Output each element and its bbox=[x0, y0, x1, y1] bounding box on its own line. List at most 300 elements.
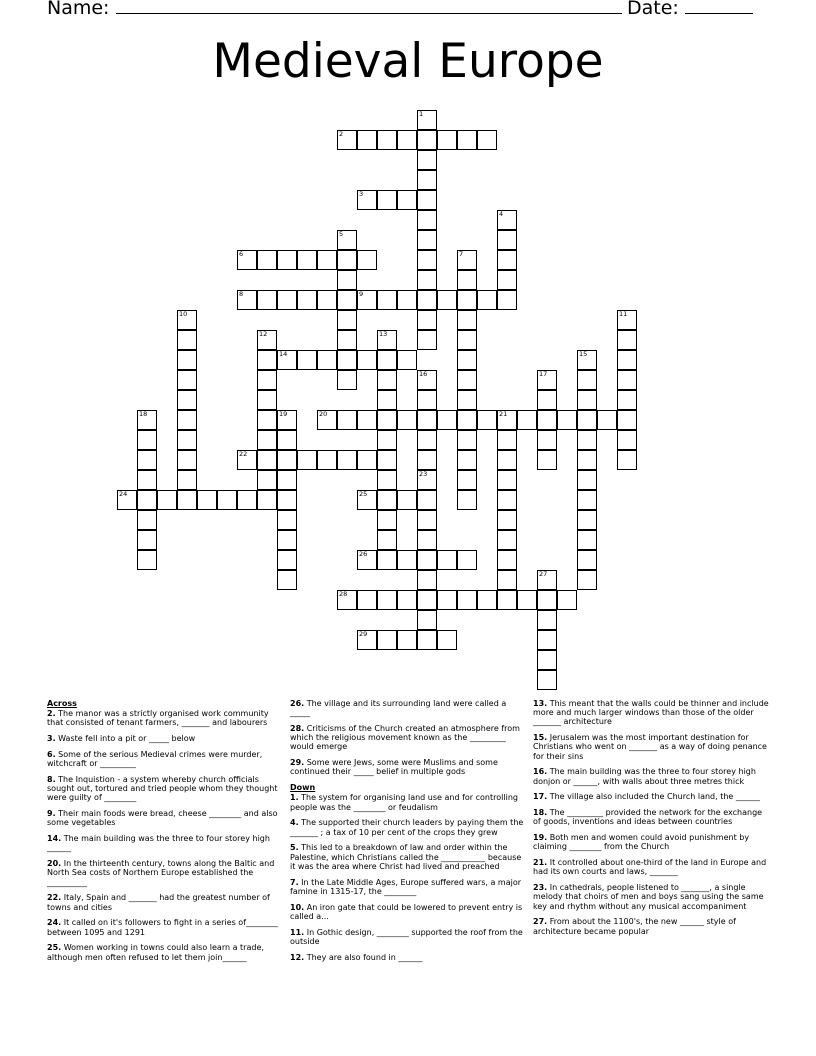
grid-cell[interactable] bbox=[117, 490, 137, 510]
grid-cell[interactable] bbox=[497, 430, 517, 450]
grid-cell[interactable] bbox=[137, 490, 157, 510]
grid-cell[interactable] bbox=[317, 290, 337, 310]
grid-cell[interactable] bbox=[417, 330, 437, 350]
grid-cell[interactable] bbox=[617, 390, 637, 410]
grid-cell[interactable] bbox=[457, 290, 477, 310]
grid-cell[interactable] bbox=[377, 530, 397, 550]
grid-cell[interactable] bbox=[297, 250, 317, 270]
grid-cell[interactable] bbox=[217, 490, 237, 510]
clue-item bbox=[290, 903, 526, 921]
grid-cell[interactable] bbox=[577, 450, 597, 470]
clue-text: Italy, Spain and _______ had the greatest number of towns and cities bbox=[47, 893, 270, 912]
grid-cell[interactable] bbox=[257, 390, 277, 410]
clue-item bbox=[47, 809, 283, 827]
grid-cell[interactable] bbox=[277, 570, 297, 590]
grid-cell[interactable] bbox=[177, 430, 197, 450]
grid-cell[interactable] bbox=[397, 410, 417, 430]
grid-cell[interactable] bbox=[397, 590, 417, 610]
grid-cell[interactable] bbox=[377, 550, 397, 570]
clue-number: 22 bbox=[239, 450, 248, 458]
grid-cell[interactable] bbox=[617, 430, 637, 450]
grid-cell[interactable] bbox=[497, 510, 517, 530]
grid-cell[interactable] bbox=[417, 290, 437, 310]
grid-cell[interactable] bbox=[457, 550, 477, 570]
grid-cell[interactable] bbox=[417, 210, 437, 230]
grid-cell[interactable] bbox=[497, 570, 517, 590]
grid-cell[interactable] bbox=[457, 250, 477, 270]
grid-cell[interactable] bbox=[497, 590, 517, 610]
clue-item bbox=[533, 699, 769, 727]
clue-item bbox=[47, 709, 283, 727]
grid-cell[interactable] bbox=[357, 550, 377, 570]
clue-number: 19 bbox=[279, 410, 288, 418]
clue-text: Some were Jews, some were Muslims and some continued their _____ belief in multiple gods bbox=[290, 758, 498, 777]
clue-number-label: 27. bbox=[533, 917, 548, 927]
grid-cell[interactable] bbox=[297, 450, 317, 470]
clue-number: 24 bbox=[119, 490, 128, 498]
clue-item bbox=[533, 858, 769, 876]
grid-cell[interactable] bbox=[277, 510, 297, 530]
grid-cell[interactable] bbox=[277, 290, 297, 310]
clue-item bbox=[533, 767, 769, 785]
grid-cell[interactable] bbox=[337, 370, 357, 390]
clue-number: 16 bbox=[419, 370, 428, 378]
clue-number: 17 bbox=[539, 370, 548, 378]
grid-cell[interactable] bbox=[417, 230, 437, 250]
grid-cell[interactable] bbox=[497, 490, 517, 510]
grid-cell[interactable] bbox=[337, 590, 357, 610]
grid-cell[interactable] bbox=[137, 530, 157, 550]
clue-number-label: 8. bbox=[47, 775, 56, 784]
clue-number-label: 14. bbox=[47, 834, 62, 844]
grid-cell[interactable] bbox=[417, 150, 437, 170]
grid-cell[interactable] bbox=[397, 550, 417, 570]
grid-cell[interactable] bbox=[277, 530, 297, 550]
clue-item bbox=[290, 953, 526, 962]
grid-cell[interactable] bbox=[377, 190, 397, 210]
clue-number-label: 19. bbox=[533, 833, 548, 843]
grid-cell[interactable] bbox=[617, 450, 637, 470]
clue-number: 10 bbox=[179, 310, 188, 318]
clue-text: An iron gate that could be lowered to prevent entry is called a... bbox=[290, 902, 523, 921]
grid-cell[interactable] bbox=[337, 290, 357, 310]
clue-number: 8 bbox=[239, 290, 244, 298]
clue-item bbox=[47, 893, 283, 911]
grid-cell[interactable] bbox=[397, 130, 417, 150]
grid-cell[interactable] bbox=[457, 350, 477, 370]
grid-cell[interactable] bbox=[357, 130, 377, 150]
grid-cell[interactable] bbox=[277, 490, 297, 510]
grid-cell[interactable] bbox=[397, 290, 417, 310]
grid-cell[interactable] bbox=[477, 590, 497, 610]
grid-cell[interactable] bbox=[177, 410, 197, 430]
grid-cell[interactable] bbox=[357, 450, 377, 470]
clue-number: 6 bbox=[239, 250, 244, 258]
grid-cell[interactable] bbox=[337, 350, 357, 370]
grid-cell[interactable] bbox=[537, 650, 557, 670]
clue-number-label: 20. bbox=[47, 859, 62, 869]
grid-cell[interactable] bbox=[277, 550, 297, 570]
clue-text: It controlled about one-third of the land in Europe and had its own courts and laws, _______ bbox=[533, 858, 767, 877]
grid-cell[interactable] bbox=[277, 410, 297, 430]
clue-item bbox=[290, 758, 526, 776]
grid-cell[interactable] bbox=[177, 470, 197, 490]
grid-cell[interactable] bbox=[137, 550, 157, 570]
clue-text: Both men and women could avoid punishment by claiming ________ from the Church bbox=[533, 833, 750, 852]
grid-cell[interactable] bbox=[237, 290, 257, 310]
grid-cell[interactable] bbox=[337, 310, 357, 330]
grid-cell[interactable] bbox=[257, 290, 277, 310]
clue-number: 27 bbox=[539, 570, 548, 578]
grid-cell[interactable] bbox=[377, 330, 397, 350]
clue-text: The village and its surrounding land were called a _____ bbox=[290, 699, 507, 718]
clue-item bbox=[533, 733, 769, 761]
grid-cell[interactable] bbox=[617, 410, 637, 430]
grid-cell[interactable] bbox=[257, 410, 277, 430]
clue-item bbox=[290, 699, 526, 717]
grid-cell[interactable] bbox=[377, 590, 397, 610]
grid-cell[interactable] bbox=[417, 190, 437, 210]
grid-cell[interactable] bbox=[417, 590, 437, 610]
grid-cell[interactable] bbox=[177, 450, 197, 470]
grid-cell[interactable] bbox=[457, 470, 477, 490]
grid-cell[interactable] bbox=[277, 350, 297, 370]
clue-number: 12 bbox=[259, 330, 268, 338]
grid-cell[interactable] bbox=[417, 390, 437, 410]
grid-cell[interactable] bbox=[417, 410, 437, 430]
grid-cell[interactable] bbox=[277, 450, 297, 470]
grid-cell[interactable] bbox=[437, 590, 457, 610]
grid-cell[interactable] bbox=[257, 450, 277, 470]
grid-cell[interactable] bbox=[497, 450, 517, 470]
grid-cell[interactable] bbox=[337, 250, 357, 270]
grid-cell[interactable] bbox=[617, 310, 637, 330]
grid-cell[interactable] bbox=[497, 410, 517, 430]
grid-cell[interactable] bbox=[137, 450, 157, 470]
grid-cell[interactable] bbox=[457, 310, 477, 330]
grid-cell[interactable] bbox=[497, 250, 517, 270]
grid-cell[interactable] bbox=[317, 350, 337, 370]
clue-item bbox=[533, 833, 769, 851]
grid-cell[interactable] bbox=[397, 490, 417, 510]
grid-cell[interactable] bbox=[417, 450, 437, 470]
grid-cell[interactable] bbox=[357, 290, 377, 310]
grid-cell[interactable] bbox=[397, 350, 417, 370]
grid-cell[interactable] bbox=[577, 410, 597, 430]
clue-number-label: 23. bbox=[533, 883, 548, 893]
clue-text: The main building was the three to four storey high donjon or ______, with walls about three metres thick bbox=[533, 767, 756, 786]
grid-cell[interactable] bbox=[477, 290, 497, 310]
grid-cell[interactable] bbox=[537, 430, 557, 450]
grid-cell[interactable] bbox=[237, 490, 257, 510]
grid-cell[interactable] bbox=[537, 570, 557, 590]
clue-text: In Gothic design, ________ supported the roof from the outside bbox=[290, 927, 523, 946]
clue-number: 29 bbox=[359, 630, 368, 638]
grid-cell[interactable] bbox=[437, 550, 457, 570]
clue-number: 25 bbox=[359, 490, 368, 498]
grid-cell[interactable] bbox=[377, 470, 397, 490]
grid-cell[interactable] bbox=[157, 490, 177, 510]
grid-cell[interactable] bbox=[237, 250, 257, 270]
clue-number-label: 6. bbox=[47, 750, 56, 759]
grid-cell[interactable] bbox=[617, 330, 637, 350]
grid-cell[interactable] bbox=[417, 130, 437, 150]
clue-number-label: 13. bbox=[533, 699, 548, 708]
grid-cell[interactable] bbox=[257, 490, 277, 510]
grid-cell[interactable] bbox=[577, 550, 597, 570]
grid-cell[interactable] bbox=[177, 390, 197, 410]
grid-cell[interactable] bbox=[417, 270, 437, 290]
clue-text: The main building was the three to four storey high ______ bbox=[47, 834, 270, 853]
clue-number-label: 26. bbox=[290, 699, 305, 708]
grid-cell[interactable] bbox=[337, 230, 357, 250]
grid-cell[interactable] bbox=[577, 430, 597, 450]
grid-cell[interactable] bbox=[417, 530, 437, 550]
clue-item bbox=[290, 793, 526, 811]
clue-text: In the thirteenth century, towns along the Baltic and North Sea costs of Northern Europe established the __________ bbox=[47, 859, 275, 887]
clue-number: 18 bbox=[139, 410, 148, 418]
grid-cell[interactable] bbox=[497, 210, 517, 230]
clue-item bbox=[47, 859, 283, 887]
grid-cell[interactable] bbox=[617, 350, 637, 370]
grid-cell[interactable] bbox=[297, 290, 317, 310]
clue-number-label: 16. bbox=[533, 767, 548, 777]
grid-cell[interactable] bbox=[557, 590, 577, 610]
grid-cell[interactable] bbox=[417, 550, 437, 570]
clue-number-label: 12. bbox=[290, 952, 305, 962]
grid-cell[interactable] bbox=[457, 450, 477, 470]
clue-text: The Inquistion - a system whereby church officials sought out, tortured and tried people whom they thought were guilty of ________ bbox=[47, 775, 278, 803]
grid-cell[interactable] bbox=[257, 470, 277, 490]
grid-cell[interactable] bbox=[377, 410, 397, 430]
grid-cell[interactable] bbox=[477, 410, 497, 430]
grid-cell[interactable] bbox=[177, 350, 197, 370]
grid-cell[interactable] bbox=[457, 390, 477, 410]
grid-cell[interactable] bbox=[417, 570, 437, 590]
grid-cell[interactable] bbox=[437, 290, 457, 310]
grid-cell[interactable] bbox=[377, 290, 397, 310]
grid-cell[interactable] bbox=[577, 570, 597, 590]
grid-cell[interactable] bbox=[417, 510, 437, 530]
grid-cell[interactable] bbox=[497, 230, 517, 250]
grid-cell[interactable] bbox=[277, 250, 297, 270]
grid-cell[interactable] bbox=[497, 470, 517, 490]
grid-cell[interactable] bbox=[257, 250, 277, 270]
grid-cell[interactable] bbox=[397, 630, 417, 650]
grid-cell[interactable] bbox=[357, 250, 377, 270]
grid-cell[interactable] bbox=[257, 370, 277, 390]
grid-cell[interactable] bbox=[337, 450, 357, 470]
grid-cell[interactable] bbox=[417, 310, 437, 330]
clue-item bbox=[47, 750, 283, 768]
grid-cell[interactable] bbox=[397, 190, 417, 210]
clue-number: 23 bbox=[419, 470, 428, 478]
grid-cell[interactable] bbox=[477, 130, 497, 150]
grid-cell[interactable] bbox=[377, 390, 397, 410]
grid-cell[interactable] bbox=[177, 490, 197, 510]
grid-cell[interactable] bbox=[457, 590, 477, 610]
grid-cell[interactable] bbox=[337, 330, 357, 350]
clue-text: The supported their church leaders by paying them the _______ ; a tax of 10 per cent of the crops they grew bbox=[290, 818, 524, 837]
clue-number-label: 2. bbox=[47, 709, 56, 719]
down-heading: Down bbox=[290, 783, 316, 793]
clue-number-label: 10. bbox=[290, 902, 305, 912]
clue-number-label: 15. bbox=[533, 733, 548, 743]
clue-number: 7 bbox=[459, 250, 464, 258]
grid-cell[interactable] bbox=[617, 370, 637, 390]
grid-cell[interactable] bbox=[417, 110, 437, 130]
clue-item bbox=[290, 724, 526, 752]
grid-cell[interactable] bbox=[277, 430, 297, 450]
clues-column-2 bbox=[290, 699, 526, 968]
grid-cell[interactable] bbox=[377, 510, 397, 530]
grid-cell[interactable] bbox=[257, 350, 277, 370]
grid-cell[interactable] bbox=[577, 370, 597, 390]
grid-cell[interactable] bbox=[257, 430, 277, 450]
grid-cell[interactable] bbox=[137, 510, 157, 530]
grid-cell[interactable] bbox=[597, 410, 617, 430]
grid-cell[interactable] bbox=[497, 550, 517, 570]
grid-cell[interactable] bbox=[317, 250, 337, 270]
clue-number-label: 24. bbox=[47, 918, 62, 928]
grid-cell[interactable] bbox=[577, 390, 597, 410]
grid-cell[interactable] bbox=[577, 510, 597, 530]
grid-cell[interactable] bbox=[517, 410, 537, 430]
grid-cell[interactable] bbox=[357, 590, 377, 610]
clue-text: They are also found in ______ bbox=[306, 952, 423, 962]
grid-cell[interactable] bbox=[497, 530, 517, 550]
grid-cell[interactable] bbox=[337, 410, 357, 430]
clue-text: From about the 1100's, the new ______ style of architecture became popular bbox=[533, 917, 736, 936]
grid-cell[interactable] bbox=[357, 490, 377, 510]
grid-cell[interactable] bbox=[577, 470, 597, 490]
grid-cell[interactable] bbox=[517, 590, 537, 610]
grid-cell[interactable] bbox=[417, 370, 437, 390]
grid-cell[interactable] bbox=[537, 630, 557, 650]
clue-text: Jerusalem was the most important destination for Christians who went on _______ as a way of doing penance for their sins bbox=[533, 733, 767, 761]
grid-cell[interactable] bbox=[457, 330, 477, 350]
page-title: Medieval Europe bbox=[212, 34, 604, 89]
clue-text: The manor was a strictly organised work community that consisted of tenant farmers, _______ and labourers bbox=[47, 709, 269, 728]
grid-cell[interactable] bbox=[377, 350, 397, 370]
grid-cell[interactable] bbox=[317, 450, 337, 470]
clue-number: 2 bbox=[339, 130, 344, 138]
grid-cell[interactable] bbox=[237, 450, 257, 470]
grid-cell[interactable] bbox=[557, 410, 577, 430]
clue-number-label: 9. bbox=[47, 809, 56, 819]
grid-cell[interactable] bbox=[137, 470, 157, 490]
grid-cell[interactable] bbox=[457, 410, 477, 430]
grid-cell[interactable] bbox=[377, 130, 397, 150]
grid-cell[interactable] bbox=[537, 390, 557, 410]
grid-cell[interactable] bbox=[357, 630, 377, 650]
clue-number-label: 11. bbox=[290, 927, 305, 937]
grid-cell[interactable] bbox=[457, 430, 477, 450]
grid-cell[interactable] bbox=[537, 610, 557, 630]
grid-cell[interactable] bbox=[357, 410, 377, 430]
clue-item bbox=[47, 734, 283, 743]
name-label: Name: bbox=[47, 0, 110, 19]
grid-cell[interactable] bbox=[537, 590, 557, 610]
grid-cell[interactable] bbox=[497, 290, 517, 310]
grid-cell[interactable] bbox=[417, 430, 437, 450]
grid-cell[interactable] bbox=[577, 530, 597, 550]
grid-cell[interactable] bbox=[377, 450, 397, 470]
clue-number: 21 bbox=[499, 410, 508, 418]
clue-item bbox=[290, 878, 526, 896]
grid-cell[interactable] bbox=[417, 250, 437, 270]
clue-number-label: 22. bbox=[47, 893, 62, 903]
clue-number-label: 3. bbox=[47, 734, 56, 744]
grid-cell[interactable] bbox=[297, 350, 317, 370]
grid-cell[interactable] bbox=[537, 410, 557, 430]
grid-cell[interactable] bbox=[437, 130, 457, 150]
grid-cell[interactable] bbox=[197, 490, 217, 510]
grid-cell[interactable] bbox=[417, 490, 437, 510]
clues-column-3 bbox=[533, 699, 769, 942]
grid-cell[interactable] bbox=[137, 410, 157, 430]
grid-cell[interactable] bbox=[177, 310, 197, 330]
clue-text: Their main foods were bread, cheese ________ and also some vegetables bbox=[47, 809, 278, 828]
grid-cell[interactable] bbox=[177, 370, 197, 390]
grid-cell[interactable] bbox=[337, 130, 357, 150]
grid-cell[interactable] bbox=[377, 370, 397, 390]
clue-number-label: 7. bbox=[290, 877, 299, 887]
grid-cell[interactable] bbox=[377, 490, 397, 510]
grid-cell[interactable] bbox=[377, 630, 397, 650]
grid-cell[interactable] bbox=[437, 410, 457, 430]
clues-column-1 bbox=[47, 699, 283, 968]
clue-text: Criticisms of the Church created an atmosphere from which the religious movement known as the _________ would emerge bbox=[290, 724, 520, 752]
clue-text: The village also included the Church land, the ______ bbox=[549, 792, 760, 802]
grid-cell[interactable] bbox=[537, 450, 557, 470]
clue-text: The _________ provided the network for the exchange of goods, inventions and ideas between countries bbox=[533, 808, 763, 827]
grid-cell[interactable] bbox=[537, 670, 557, 690]
grid-cell[interactable] bbox=[257, 330, 277, 350]
grid-cell[interactable] bbox=[417, 610, 437, 630]
grid-cell[interactable] bbox=[497, 270, 517, 290]
grid-cell[interactable] bbox=[457, 130, 477, 150]
clue-text: This led to a breakdown of law and order within the Palestine, which Christians called the ___________ because it was the area where Christ had lived and preached bbox=[290, 843, 522, 871]
grid-cell[interactable] bbox=[537, 370, 557, 390]
grid-cell[interactable] bbox=[577, 350, 597, 370]
clue-number: 1 bbox=[419, 110, 424, 118]
grid-cell[interactable] bbox=[357, 350, 377, 370]
grid-cell[interactable] bbox=[417, 630, 437, 650]
grid-cell[interactable] bbox=[177, 330, 197, 350]
clue-number: 15 bbox=[579, 350, 588, 358]
grid-cell[interactable] bbox=[317, 410, 337, 430]
grid-cell[interactable] bbox=[457, 370, 477, 390]
grid-cell[interactable] bbox=[417, 470, 437, 490]
grid-cell[interactable] bbox=[377, 430, 397, 450]
clue-number-label: 17. bbox=[533, 792, 548, 802]
clue-number: 26 bbox=[359, 550, 368, 558]
clue-item bbox=[47, 834, 283, 852]
grid-cell[interactable] bbox=[577, 490, 597, 510]
grid-cell[interactable] bbox=[417, 170, 437, 190]
clue-text: The system for organising land use and for controlling people was the ________ or feudalism bbox=[290, 793, 518, 812]
date-label: Date: bbox=[627, 0, 679, 19]
grid-cell[interactable] bbox=[457, 490, 477, 510]
grid-cell[interactable] bbox=[437, 630, 457, 650]
grid-cell[interactable] bbox=[357, 190, 377, 210]
grid-cell[interactable] bbox=[277, 470, 297, 490]
clue-item bbox=[533, 792, 769, 801]
grid-cell[interactable] bbox=[137, 430, 157, 450]
grid-cell[interactable] bbox=[457, 270, 477, 290]
grid-cell[interactable] bbox=[337, 270, 357, 290]
